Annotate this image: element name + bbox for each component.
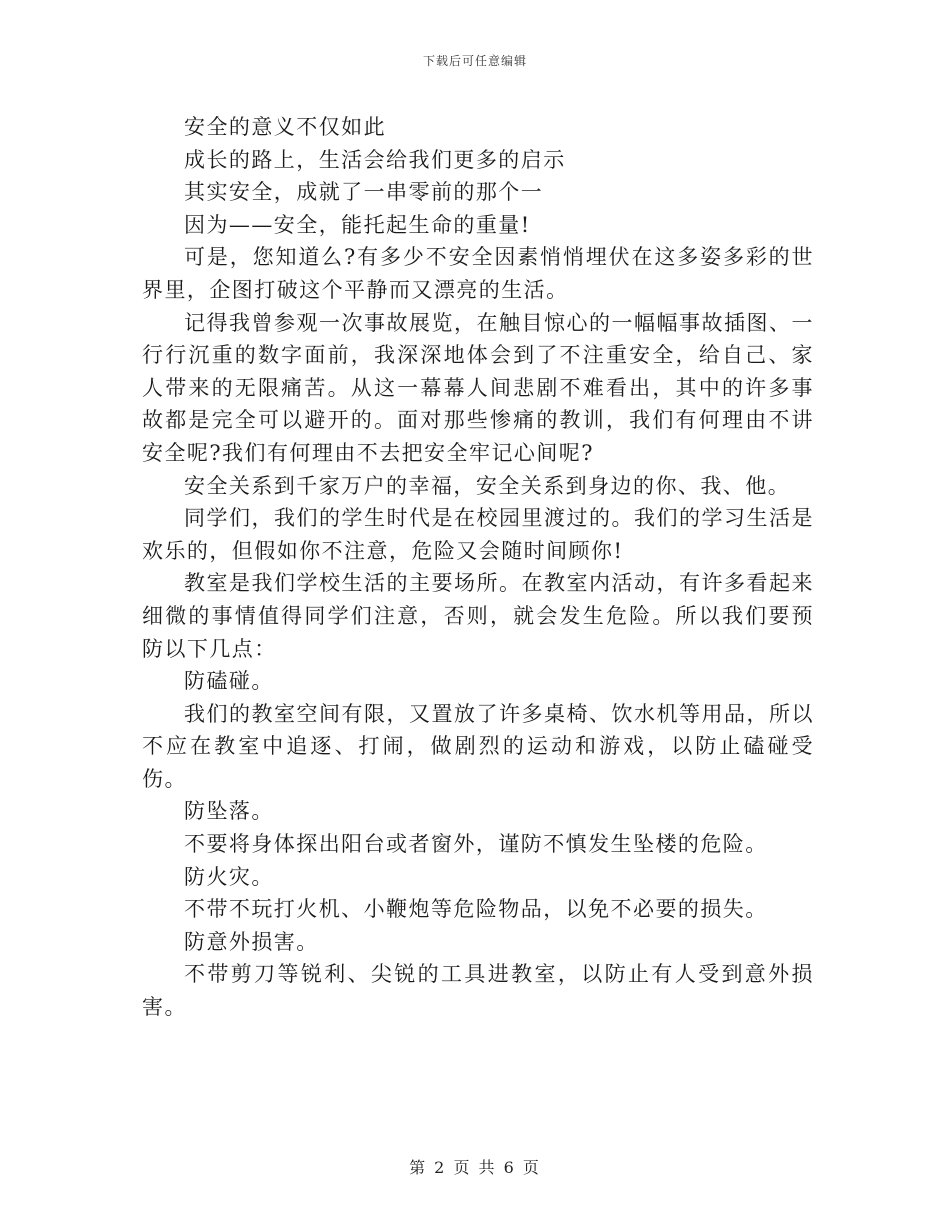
- paragraph: 成长的路上，生活会给我们更多的启示: [184, 147, 566, 172]
- paragraph: 教室是我们学校生活的主要场所。在教室内活动，有许多看起来细微的事情值得同学们注意，否则，就会发生危险。所以我们要预防以下几点：: [142, 571, 814, 661]
- section-heading: 防火灾。: [184, 864, 274, 889]
- page-number-footer: 第 2 页 共 6 页: [409, 1158, 541, 1177]
- section-heading: 防意外损害。: [184, 929, 319, 954]
- section-heading: 防磕碰。: [184, 669, 274, 694]
- paragraph: 记得我曾参观一次事故展览，在触目惊心的一幅幅事故插图、一行行沉重的数字面前，我深深地体会到了不注重安全，给自己、家人带来的无限痛苦。从这一幕幕人间悲剧不难看出，其中的许多事故都是完全可以避开的。面对那些惨痛的教训，我们有何理由不讲安全呢?我们有何理由不去把安全牢记心间呢?: [142, 310, 814, 465]
- paragraph: 我们的教室空间有限，又置放了许多桌椅、饮水机等用品，所以不应在教室中追逐、打闹，做剧烈的运动和游戏，以防止磕碰受伤。: [142, 701, 814, 791]
- paragraph: 安全的意义不仅如此: [184, 115, 387, 139]
- section-heading: 防坠落。: [184, 799, 274, 824]
- paragraph: 其实安全，成就了一串零前的那个一: [184, 180, 544, 205]
- paragraph: 可是，您知道么?有多少不安全因素悄悄埋伏在这多姿多彩的世界里，企图打破这个平静而又漂亮的生活。: [142, 245, 814, 302]
- paragraph: 不要将身体探出阳台或者窗外，谨防不慎发生坠楼的危险。: [184, 832, 768, 857]
- page-header: 下载后可任意编辑: [422, 54, 527, 68]
- paragraph: 安全关系到千家万户的幸福，安全关系到身边的你、我、他。: [184, 473, 791, 498]
- paragraph: 不带剪刀等锐利、尖锐的工具进教室，以防止有人受到意外损害。: [142, 962, 814, 1020]
- paragraph: 同学们，我们的学生时代是在校园里渡过的。我们的学习生活是欢乐的，但假如你不注意，危险又会随时间顾你!: [142, 506, 814, 563]
- paragraph: 不带不玩打火机、小鞭炮等危险物品，以免不必要的损失。: [184, 897, 768, 922]
- document-body: [142, 111, 814, 1024]
- paragraph: 因为——安全，能托起生命的重量!: [184, 212, 531, 237]
